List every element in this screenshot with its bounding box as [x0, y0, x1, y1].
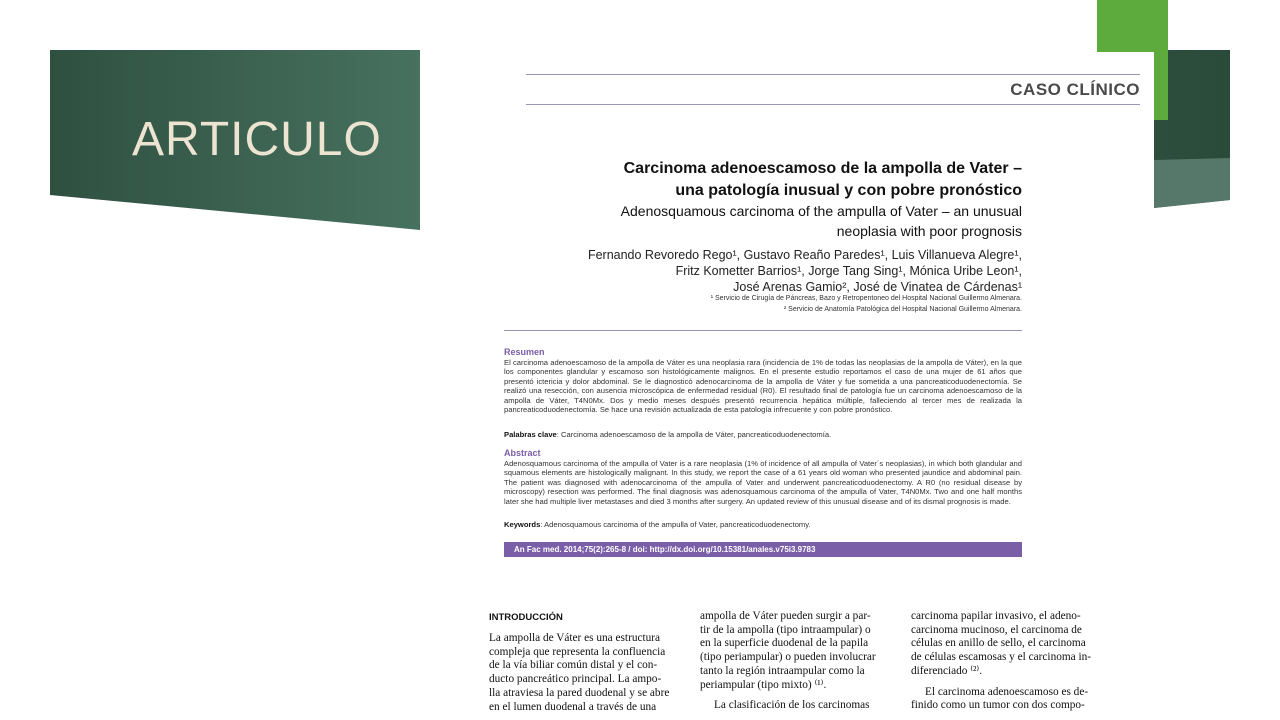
authors — [480, 247, 1022, 295]
keywords-label: Palabras clave — [504, 430, 557, 439]
header-rule-bottom — [526, 104, 1140, 105]
title-es — [480, 158, 1022, 202]
text-line: de células escamosas y el carcinoma in- — [911, 651, 1092, 664]
text-line: periampular (tipo mixto) ⁽¹⁾. — [700, 678, 827, 691]
text-line: en el lumen duodenal a través de una — [489, 700, 657, 713]
citation-bar: An Fac med. 2014;75(2):265-8 / doi: http://dx.doi.org/10.15381/anales.v75i3.9783 — [504, 542, 1022, 557]
text-line: en la superficie duodenal de la papila — [700, 637, 869, 650]
abstract-text: Adenosquamous carcinoma of the ampulla of Vater is a rare neoplasia (1% of incidence of all ampulla of Vater´s neoplasias), in which both glandular and squamous elements are histologically malignant. In this study, we report the case of a 61 years old woman who presented jaundice and abdominal pain. The patient was diagnosed with adenocarcinoma of the ampulla of Vater and underwent pancreaticoduodenectomy. A R0 (no residual disease by microscopy) resection was performed. The final diagnosis was adenosquamous carcinoma of the ampulla of Vater, T4N0Mx. Two and one half months later she had multiple liver metastases and died 3 months after surgery. An updated review of this unusual disease and of its dismal prognosis is made. — [504, 459, 1022, 506]
title-en — [480, 201, 1022, 241]
text-line: carcinoma papilar invasivo, el adeno- — [911, 610, 1081, 622]
intro-column-2 — [700, 610, 876, 713]
text-line: La ampolla de Váter es una estructura — [489, 632, 661, 644]
text-line: carcinoma mucinoso, el carcinoma de — [911, 623, 1082, 636]
authors-line: Fernando Revoredo Rego¹, Gustavo Reaño Paredes¹, Luis Villanueva Alegre¹, — [587, 248, 1022, 262]
text-line: (tipo periampular) o pueden involucrar — [700, 651, 876, 664]
intro-column-3 — [911, 610, 1091, 713]
text-line: finido como un tumor con dos compo- — [911, 699, 1085, 712]
slide-title: ARTICULO — [132, 113, 382, 166]
affiliations — [480, 293, 1022, 315]
header-rule-top — [526, 74, 1140, 75]
text-line: tir de la ampolla (tipo intraampular) o — [700, 623, 871, 636]
paragraph-gap — [911, 679, 1091, 686]
resumen-text: El carcinoma adenoescamoso de la ampolla de Váter es una neoplasia rara (incidencia de 1% de todas las neoplasias de la ampolla de Váter), en la que los componentes glandular y escamoso son histológicamente malignos. En el presente estudio reportamos el caso de una mujer de 61 años que presentó ictericia y dolor abdominal. Se le diagnosticó adenocarcinoma de la ampolla de Váter y fue sometida a una pancreaticoduodenectomía. Se realizó una resección, con ausencia microscópica de enfermedad residual (R0). El resultado final de patología fue un carcinoma adenoescamoso de la ampolla de Váter, T4N0Mx. Dos y medio meses después presentó recurrencia hepática múltiple, falleciendo al tercer mes de realizada la pancreaticoduodenectomía. Se hace una revisión actualizada de esta patología infrecuente y con pobre pronóstico. — [504, 358, 1022, 415]
article-page — [420, 52, 1154, 720]
text-line: lla atraviesa la pared duodenal y se abre — [489, 686, 670, 699]
intro-column-1 — [489, 632, 669, 714]
title-en-line: neoplasia with poor prognosis — [836, 223, 1022, 239]
paragraph-gap — [700, 692, 876, 699]
resumen-heading: Resumen — [504, 347, 545, 357]
text-line: El carcinoma adenoescamoso es de- — [925, 685, 1089, 698]
text-line: compleja que representa la confluencia — [489, 645, 666, 658]
abstract-heading: Abstract — [504, 448, 541, 458]
affiliation-line: ² Servicio de Anatomía Patológica del Hospital Nacional Guillermo Almenara. — [783, 306, 1022, 313]
authors-line: Fritz Kometter Barrios¹, Jorge Tang Sing¹, Mónica Uribe Leon¹, — [675, 264, 1022, 278]
title-es-line: una patología inusual y con pobre pronóstico — [675, 182, 1022, 199]
text-line: de la vía biliar común distal y el con- — [489, 659, 658, 672]
abstract-keywords — [504, 520, 1022, 530]
intro-heading: INTRODUCCIÓN — [489, 612, 563, 623]
text-line: ducto pancreático principal. La ampo- — [489, 673, 662, 686]
text-line: tanto la región intraampular como la — [700, 664, 865, 677]
abstract-rule — [504, 330, 1022, 331]
affiliation-line: ¹ Servicio de Cirugía de Páncreas, Bazo y Retropentoneo del Hospital Nacional Guillermo Almenara. — [710, 295, 1022, 302]
keywords-text: : Carcinoma adenoescamoso de la ampolla de Váter, pancreaticoduodenectomía. — [556, 430, 832, 439]
authors-line: José Arenas Gamio², José de Vinatea de Cárdenas¹ — [733, 280, 1022, 294]
text-line: La clasificación de los carcinomas — [714, 699, 870, 712]
title-es-line: Carcinoma adenoescamoso de la ampolla de Vater – — [623, 160, 1022, 177]
keywords-label: Keywords — [504, 520, 541, 529]
title-en-line: Adenosquamous carcinoma of the ampulla of Vater – an unusual — [620, 203, 1022, 219]
resumen-keywords — [504, 430, 1022, 440]
keywords-text: : Adenosquamous carcinoma of the ampulla of Vater, pancreaticoduodenectomy. — [540, 520, 811, 529]
text-line: ampolla de Váter pueden surgir a par- — [700, 610, 871, 622]
text-line: células en anillo de sello, el carcinoma — [911, 637, 1086, 650]
text-line: diferenciado ⁽²⁾. — [911, 664, 983, 677]
section-label: CASO CLÍNICO — [1010, 80, 1140, 99]
